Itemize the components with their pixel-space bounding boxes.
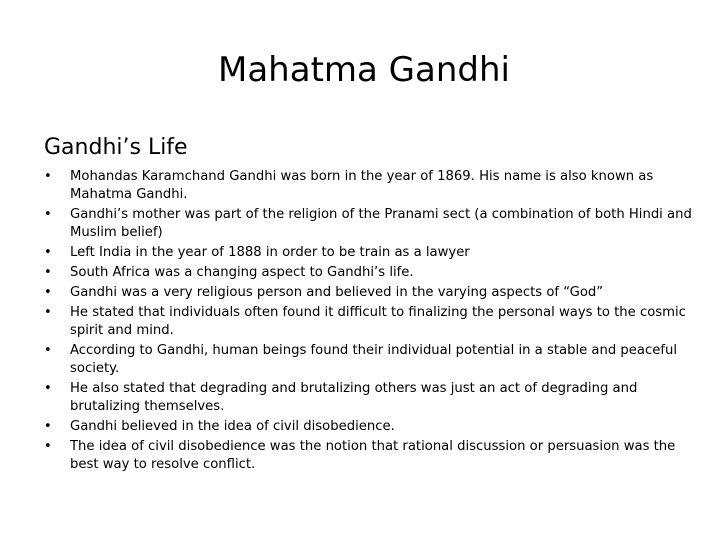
bullet-dot-icon: • — [44, 169, 52, 184]
bullet-item — [44, 206, 694, 242]
bullet-item — [44, 342, 694, 378]
bullet-dot-icon: • — [44, 305, 52, 320]
bullet-dot-icon: • — [44, 381, 52, 396]
bullet-dot-icon: • — [44, 439, 52, 454]
bullet-dot-icon: • — [44, 265, 52, 280]
bullet-dot-icon: • — [44, 245, 52, 260]
bullet-item — [44, 168, 694, 204]
bullet-item — [44, 244, 694, 262]
bullet-dot-icon: • — [44, 207, 52, 222]
bullet-list — [44, 168, 694, 476]
bullet-text: Mohandas Karamchand Gandhi was born in the year of 1869. His name is also known as Mahatma Gandhi. — [70, 169, 654, 202]
bullet-text: He stated that individuals often found it difficult to finalizing the personal ways to the cosmic spirit and mind. — [70, 305, 686, 338]
bullet-item — [44, 380, 694, 416]
bullet-text: Gandhi’s mother was part of the religion of the Pranami sect (a combination of both Hindi and Muslim belief) — [70, 207, 692, 240]
bullet-dot-icon: • — [44, 419, 52, 434]
bullet-text: Gandhi was a very religious person and believed in the varying aspects of “God” — [70, 285, 604, 300]
bullet-dot-icon: • — [44, 343, 52, 358]
bullet-text: Left India in the year of 1888 in order to be train as a lawyer — [70, 245, 470, 260]
bullet-text: According to Gandhi, human beings found their individual potential in a stable and peaceful society. — [70, 343, 678, 376]
bullet-text: He also stated that degrading and brutalizing others was just an act of degrading and brutalizing themselves. — [70, 381, 638, 414]
bullet-item — [44, 304, 694, 340]
bullet-item — [44, 264, 694, 282]
bullet-item — [44, 418, 694, 436]
section-heading: Gandhi’s Life — [44, 135, 188, 160]
bullet-text: South Africa was a changing aspect to Gandhi’s life. — [70, 265, 414, 280]
bullet-text: The idea of civil disobedience was the notion that rational discussion or persuasion was the best way to resolve conflict. — [70, 439, 676, 472]
bullet-item — [44, 284, 694, 302]
bullet-dot-icon: • — [44, 285, 52, 300]
bullet-item — [44, 438, 694, 474]
slide-title: Mahatma Gandhi — [218, 50, 510, 90]
bullet-text: Gandhi believed in the idea of civil disobedience. — [70, 419, 395, 434]
